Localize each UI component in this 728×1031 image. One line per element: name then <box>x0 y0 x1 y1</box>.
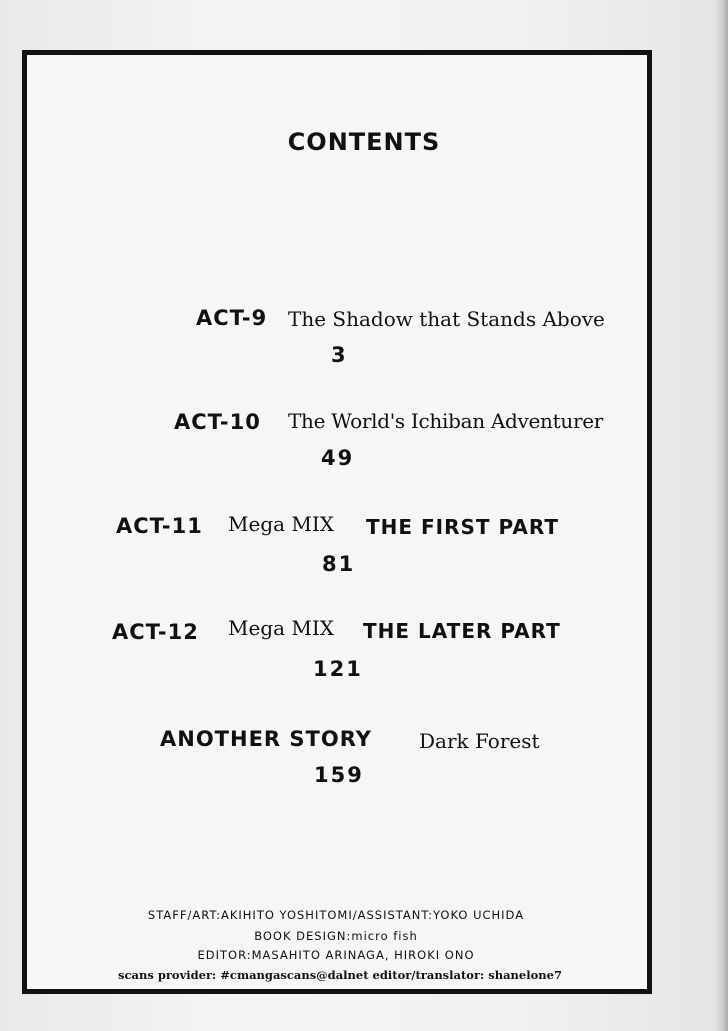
credits-staff: STAFF/ART:AKIHITO YOSHITOMI/ASSISTANT:YOKO UCHIDA <box>147 908 525 922</box>
credits-editor: EDITOR:MASAHITO ARINAGA, HIROKI ONO <box>197 948 475 962</box>
toc-act-label: ACT-9 <box>196 306 268 330</box>
toc-act-label: ACT-10 <box>174 410 261 434</box>
toc-page-number: 121 <box>313 657 363 681</box>
contents-heading: CONTENTS <box>287 128 441 156</box>
toc-act-label: ACT-11 <box>116 514 203 538</box>
credits-book-design: BOOK DESIGN:micro fish <box>254 929 418 943</box>
toc-subtitle: THE LATER PART <box>363 619 561 643</box>
toc-title: Dark Forest <box>419 729 540 753</box>
toc-subtitle: THE FIRST PART <box>366 515 559 539</box>
toc-page-number: 49 <box>321 446 355 470</box>
toc-act-label: ACT-12 <box>112 620 199 644</box>
toc-title: Mega MIX <box>228 616 335 640</box>
toc-page-number: 3 <box>331 343 348 367</box>
toc-title: Mega MIX <box>228 512 335 536</box>
toc-title: The Shadow that Stands Above <box>288 307 605 331</box>
toc-act-label: ANOTHER STORY <box>160 727 372 751</box>
toc-title: The World's Ichiban Adventurer <box>288 409 604 433</box>
toc-page-number: 159 <box>314 763 364 787</box>
scans-credit: scans provider: #cmangascans@dalnet editor/translator: shanelone7 <box>118 968 562 982</box>
toc-page-number: 81 <box>322 552 356 576</box>
